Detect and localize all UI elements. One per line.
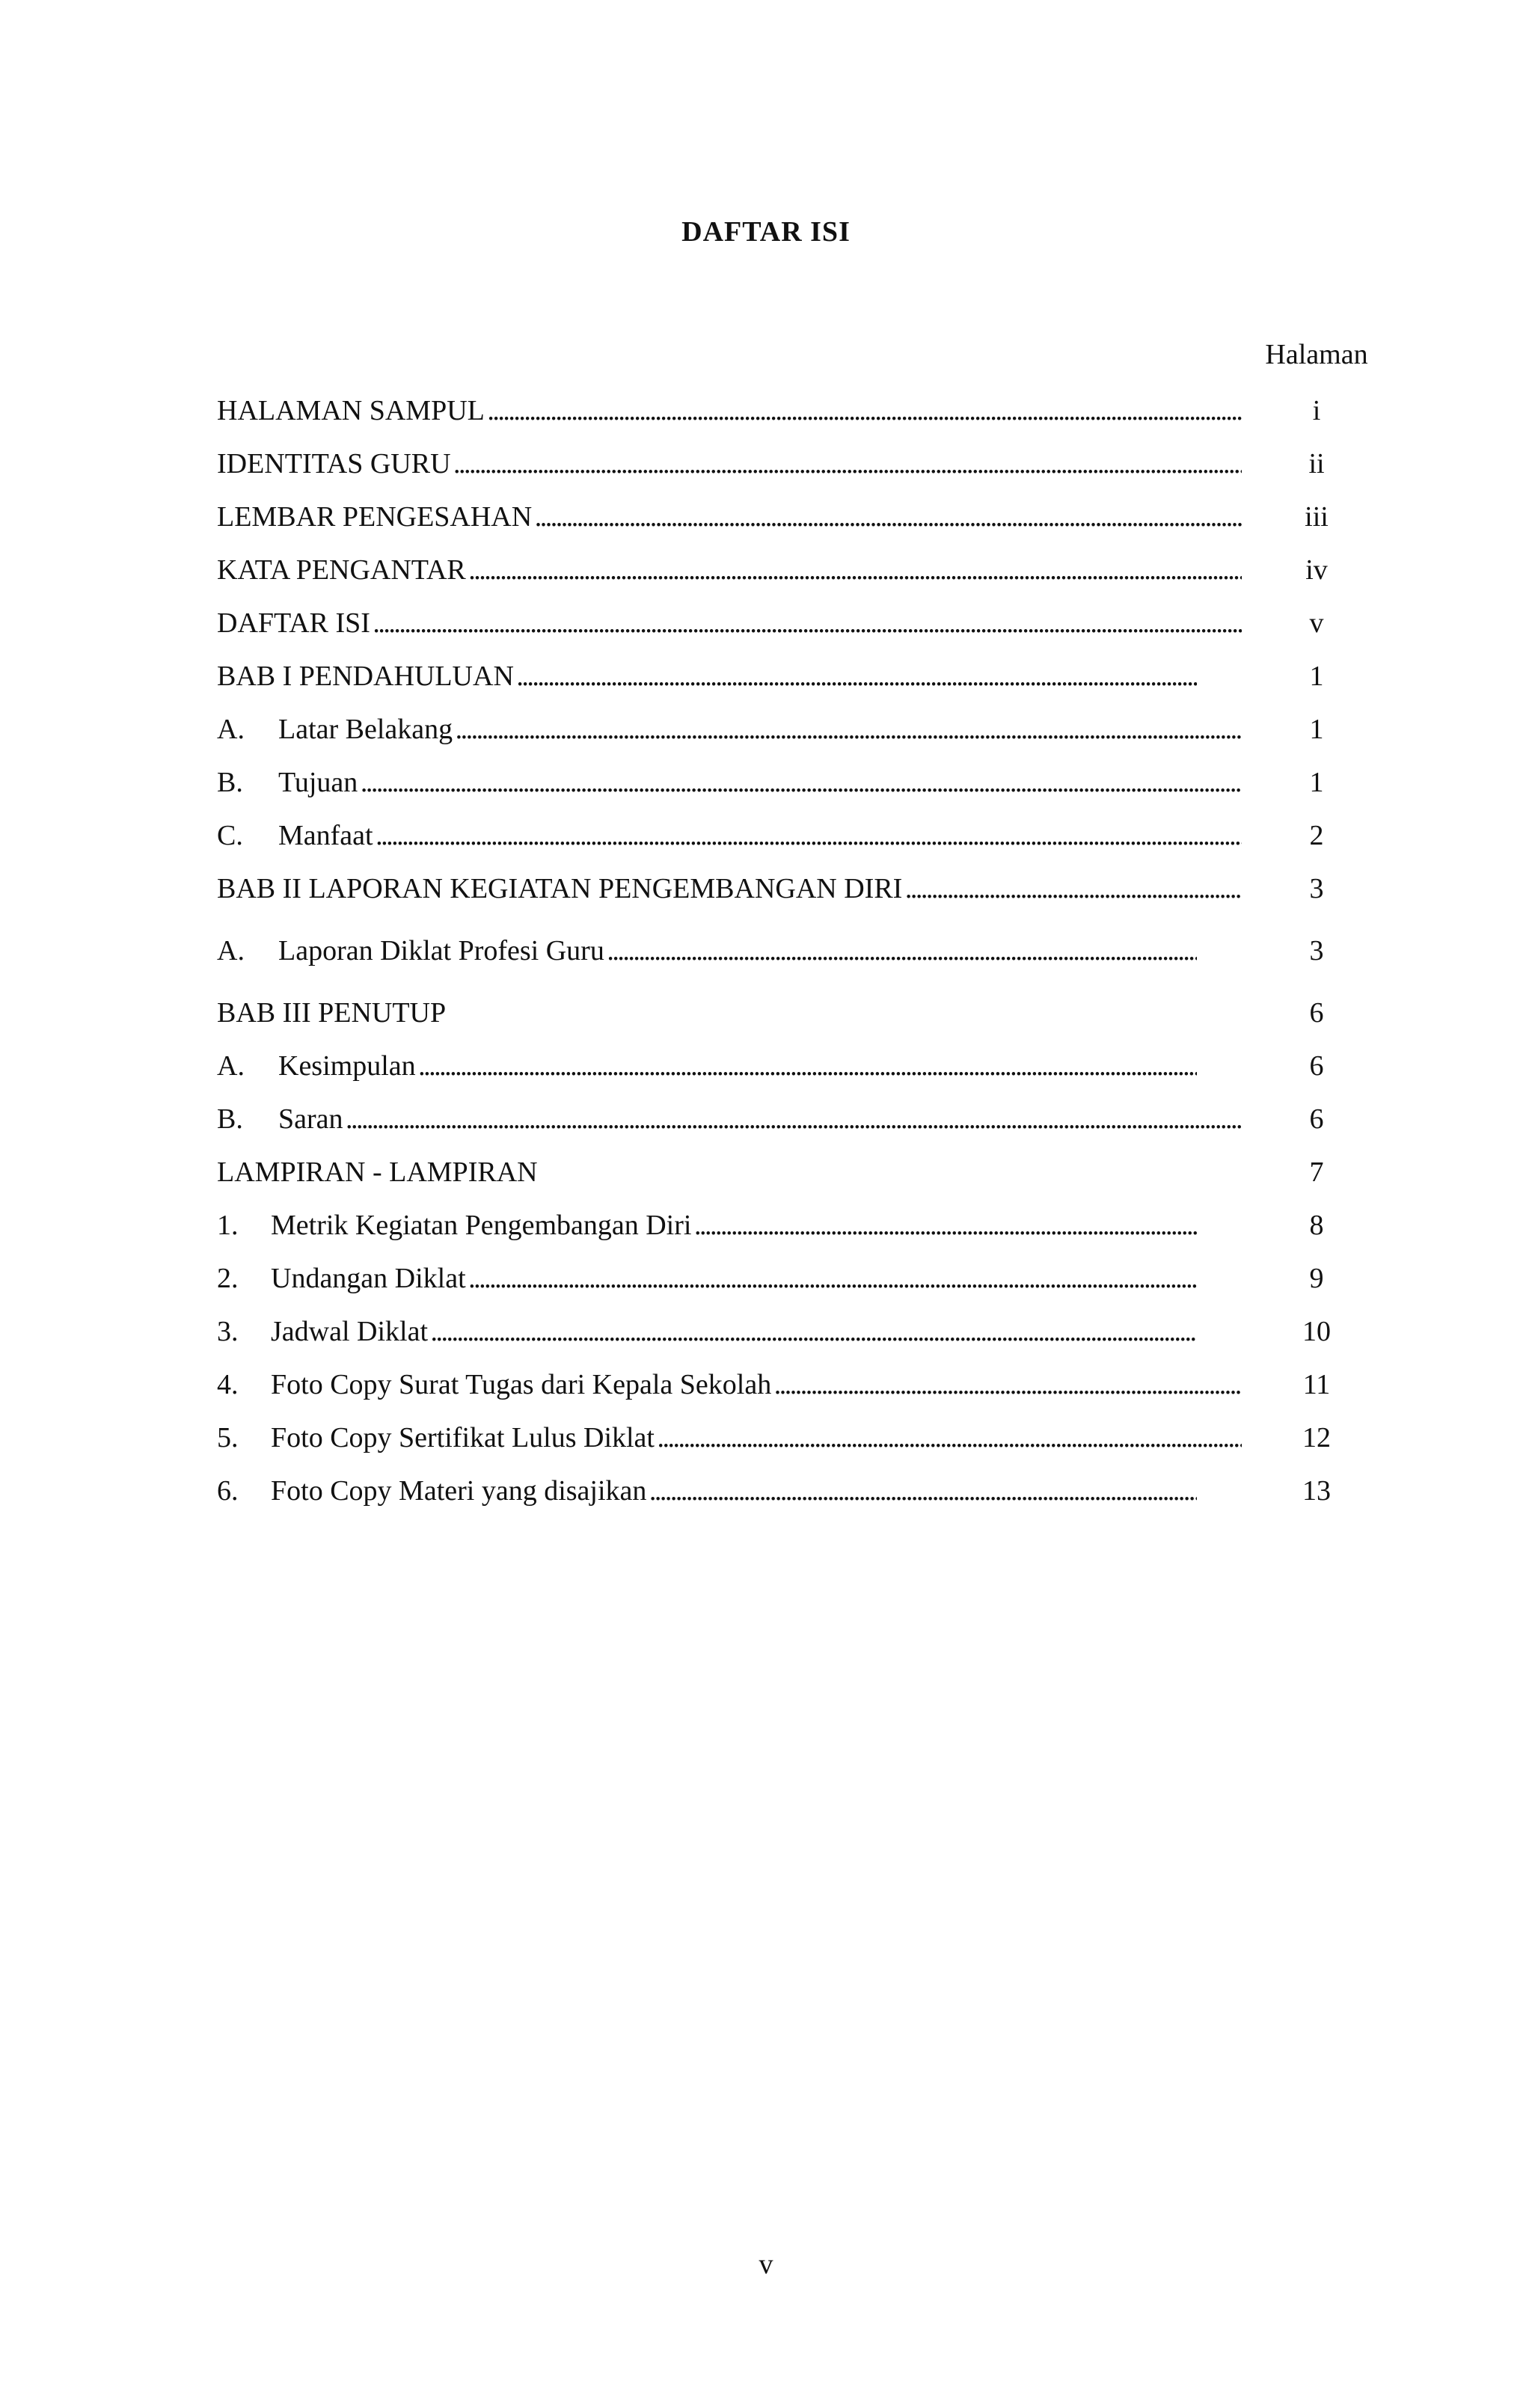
toc-entry-lampiran bbox=[217, 1148, 1421, 1201]
toc-entry-label: BAB I PENDAHULUAN . . . bbox=[217, 661, 1197, 692]
footer-page-number: v bbox=[759, 2249, 773, 2280]
toc-entry-sertifikat bbox=[217, 1413, 1421, 1466]
toc-entry-daftar-isi bbox=[217, 598, 1421, 652]
toc-entry-page: 1 bbox=[1309, 714, 1324, 745]
toc-entry-label: Jadwal Diklat . . . bbox=[271, 1316, 1197, 1347]
toc-entry-marker: 5. bbox=[217, 1422, 239, 1453]
toc-entry-label: HALAMAN SAMPUL . . . bbox=[217, 395, 1242, 426]
toc-entry-marker: B. bbox=[217, 767, 243, 798]
toc-entry-marker: B. bbox=[217, 1103, 243, 1135]
page-column-header: Halaman bbox=[1265, 339, 1368, 370]
toc-entry-label: BAB II LAPORAN KEGIATAN PENGEMBANGAN DIRI . . . bbox=[217, 873, 1242, 904]
toc-entry-page: 3 bbox=[1309, 935, 1324, 966]
toc-entry-kesimpulan bbox=[217, 1041, 1421, 1094]
toc-entry-label: Tujuan . . . bbox=[278, 767, 1242, 798]
toc-entry-bab-1 bbox=[217, 652, 1421, 705]
toc-entry-marker: 4. bbox=[217, 1369, 239, 1400]
toc-entry-latar-belakang bbox=[217, 705, 1421, 758]
toc-entry-bab-2 bbox=[217, 864, 1421, 917]
toc-entry-materi bbox=[217, 1466, 1421, 1519]
toc-entry-label: Foto Copy Sertifikat Lulus Diklat . . . bbox=[271, 1422, 1242, 1453]
toc-entry-manfaat bbox=[217, 811, 1421, 864]
toc-entry-page: 12 bbox=[1302, 1422, 1331, 1453]
toc-entry-label: Foto Copy Surat Tugas dari Kepala Sekolah . . . bbox=[271, 1369, 1242, 1400]
toc-entry-marker: 6. bbox=[217, 1475, 239, 1507]
toc-entry-page: iv bbox=[1305, 554, 1328, 586]
toc-entry-label: BAB III PENUTUP bbox=[217, 997, 447, 1029]
toc-entry-page: 1 bbox=[1309, 767, 1324, 798]
toc-entry-label: DAFTAR ISI . . . bbox=[217, 607, 1242, 639]
toc-entry-page: 1 bbox=[1309, 661, 1324, 692]
toc-entry-jadwal-diklat bbox=[217, 1307, 1421, 1360]
toc-entry-bab-3 bbox=[217, 988, 1421, 1041]
toc-entry-surat-tugas bbox=[217, 1360, 1421, 1413]
toc-entry-page: 13 bbox=[1302, 1475, 1331, 1507]
toc-entry-laporan-diklat bbox=[217, 926, 1421, 979]
page-title: DAFTAR ISI bbox=[681, 216, 851, 248]
table-of-contents bbox=[217, 386, 1421, 1519]
toc-entry-label: Saran . . . bbox=[278, 1103, 1242, 1135]
toc-entry-undangan-diklat bbox=[217, 1254, 1421, 1307]
toc-entry-tujuan bbox=[217, 758, 1421, 811]
toc-entry-metrik-kegiatan bbox=[217, 1201, 1421, 1254]
toc-entry-label: Kesimpulan . . . bbox=[278, 1050, 1197, 1082]
toc-entry-page: 7 bbox=[1309, 1156, 1324, 1188]
toc-entry-label: Metrik Kegiatan Pengembangan Diri . . . bbox=[271, 1210, 1197, 1241]
toc-entry-label: Foto Copy Materi yang disajikan . . . bbox=[271, 1475, 1197, 1507]
toc-entry-page: 6 bbox=[1309, 997, 1324, 1029]
toc-entry-page: 3 bbox=[1309, 873, 1324, 904]
toc-entry-marker: 1. bbox=[217, 1210, 239, 1241]
toc-entry-page: v bbox=[1309, 607, 1324, 639]
toc-entry-marker: 2. bbox=[217, 1263, 239, 1294]
toc-entry-marker: A. bbox=[217, 714, 245, 745]
toc-entry-page: i bbox=[1312, 395, 1321, 426]
toc-entry-halaman-sampul bbox=[217, 386, 1421, 439]
toc-entry-label: IDENTITAS GURU . . . bbox=[217, 448, 1242, 480]
toc-entry-page: 11 bbox=[1302, 1369, 1331, 1400]
toc-entry-kata-pengantar bbox=[217, 545, 1421, 598]
toc-entry-page: ii bbox=[1308, 448, 1325, 480]
toc-entry-label: Manfaat . . . bbox=[278, 820, 1242, 851]
toc-entry-page: 6 bbox=[1309, 1103, 1324, 1135]
toc-entry-label: LAMPIRAN - LAMPIRAN bbox=[217, 1156, 538, 1188]
toc-entry-label: KATA PENGANTAR . . . bbox=[217, 554, 1242, 586]
toc-entry-marker: C. bbox=[217, 820, 243, 851]
toc-entry-page: iii bbox=[1305, 501, 1329, 533]
toc-entry-label: Latar Belakang . . . bbox=[278, 714, 1242, 745]
toc-entry-label: Laporan Diklat Profesi Guru . . . bbox=[278, 935, 1197, 966]
toc-entry-page: 2 bbox=[1309, 820, 1324, 851]
toc-entry-marker: 3. bbox=[217, 1316, 239, 1347]
toc-entry-saran bbox=[217, 1094, 1421, 1148]
toc-entry-marker: A. bbox=[217, 1050, 245, 1082]
toc-entry-identitas-guru bbox=[217, 439, 1421, 492]
toc-entry-page: 6 bbox=[1309, 1050, 1324, 1082]
toc-entry-page: 10 bbox=[1302, 1316, 1331, 1347]
toc-entry-label: LEMBAR PENGESAHAN . . . bbox=[217, 501, 1242, 533]
toc-entry-label: Undangan Diklat . . . bbox=[271, 1263, 1197, 1294]
toc-entry-lembar-pengesahan bbox=[217, 492, 1421, 545]
toc-entry-page: 9 bbox=[1309, 1263, 1324, 1294]
toc-entry-marker: A. bbox=[217, 935, 245, 966]
toc-entry-page: 8 bbox=[1309, 1210, 1324, 1241]
